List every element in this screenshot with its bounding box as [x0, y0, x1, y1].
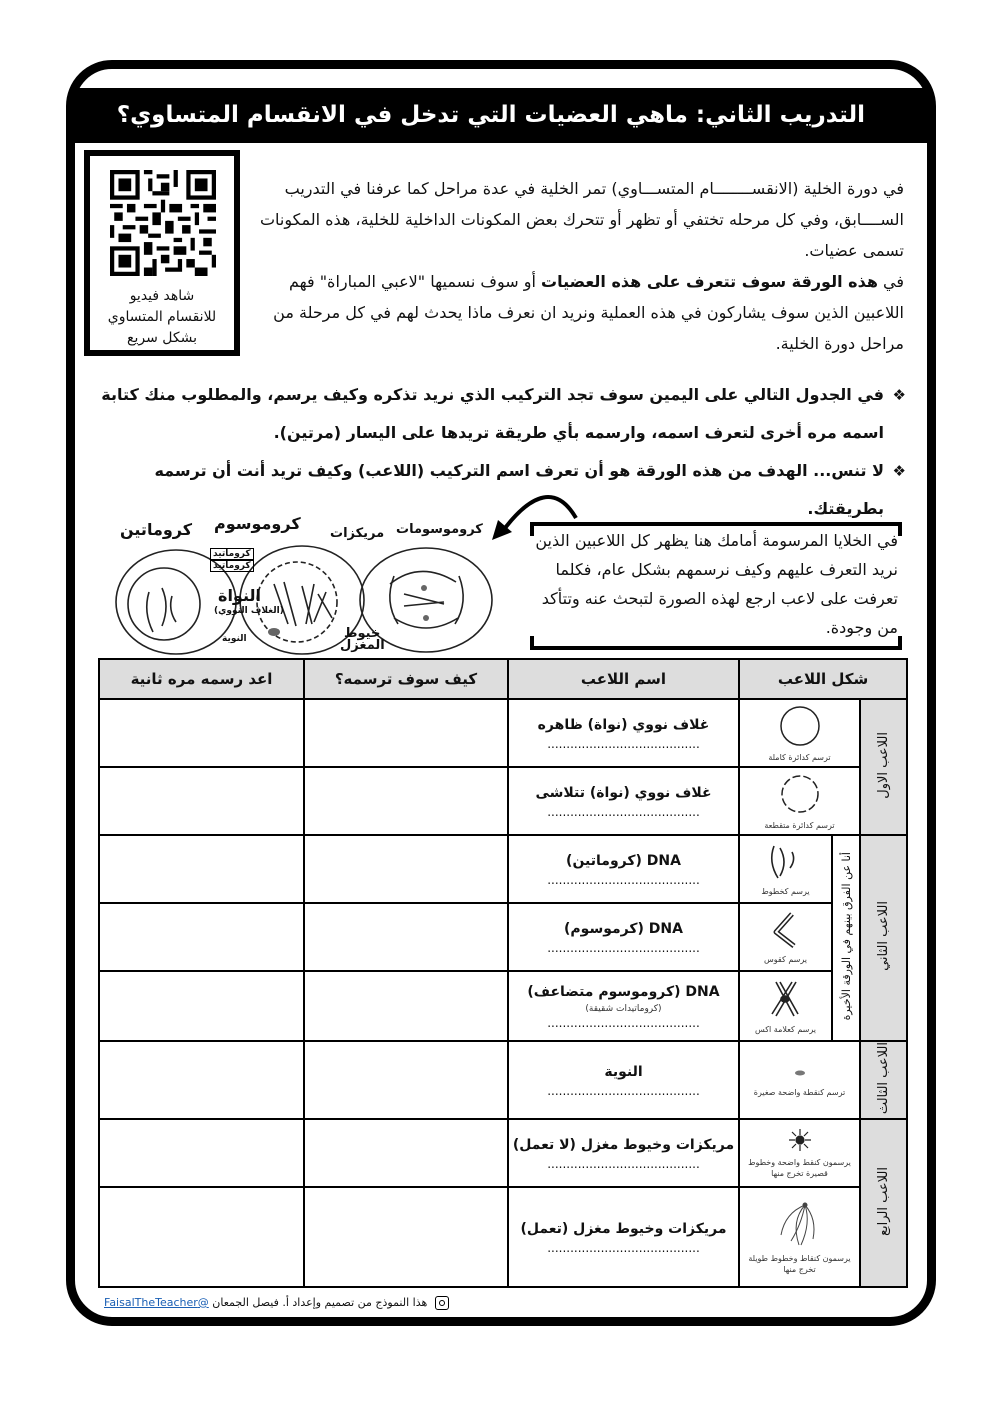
redraw-cell[interactable]: [99, 1119, 304, 1187]
label-centrioles: مريكزات: [330, 526, 385, 541]
lines-icon: [764, 842, 808, 882]
player-3-label: [860, 1041, 907, 1119]
player-4-text: اللاعب الرابع: [876, 1166, 892, 1236]
table-row: [99, 1041, 907, 1119]
arc-icon: [764, 910, 808, 950]
write-line[interactable]: ........................................: [547, 805, 700, 819]
table-row: [99, 1187, 907, 1287]
header-player-shape: شكل اللاعب: [739, 659, 907, 699]
diamond-bullet-icon: ❖: [892, 462, 906, 480]
name-cell: [508, 835, 739, 903]
qr-code-icon[interactable]: [110, 170, 216, 276]
shape-caption: يرسمون كنقاط وخطوط طويلة تخرج منها: [748, 1254, 851, 1275]
name-cell: [508, 903, 739, 971]
shape-caption: يرسم كعلامة اكس: [755, 1024, 817, 1034]
intro-paragraph-2: [246, 266, 904, 359]
header-player-name: اسم اللاعب: [508, 659, 739, 699]
shape-caption: ترسم كنقطة واضحة صغيرة: [753, 1087, 846, 1097]
table-row: [99, 767, 907, 835]
redraw-cell[interactable]: [99, 1041, 304, 1119]
name-cell: [508, 1187, 739, 1287]
shape-cell: [739, 971, 832, 1041]
instruction-item: [96, 376, 906, 452]
player-name: DNA (كروموسوم متضاعف): [527, 984, 720, 1000]
table-header-row: [99, 659, 907, 699]
name-cell: [508, 1041, 739, 1119]
diamond-bullet-icon: ❖: [892, 386, 906, 404]
player-name: DNA (كروماتين): [566, 853, 681, 869]
header-how-draw: كيف سوف ترسمه؟: [304, 659, 508, 699]
footer-credit: هذا النموذج من تصميم وإعداد أ. فيصل الجمعان: [212, 1296, 428, 1309]
player-name: DNA (كرموسوم): [564, 921, 683, 937]
draw-cell[interactable]: [304, 1041, 508, 1119]
table-row: [99, 835, 907, 903]
qr-code-box[interactable]: [84, 150, 240, 356]
player-2-text: اللاعب الثاني: [876, 901, 892, 971]
shape-caption: ترسم كدائرة متقطعة: [764, 820, 835, 830]
table-row: [99, 699, 907, 767]
player-1-text: اللاعب الاول: [876, 731, 892, 799]
table-row: [99, 971, 907, 1041]
draw-cell[interactable]: [304, 903, 508, 971]
shape-caption: يرسم كقوس: [764, 954, 807, 964]
shape-cell: [739, 699, 860, 767]
player-name: غلاف نووي (نواة) ظاهره: [537, 717, 710, 733]
intro-p2-prefix: في: [883, 272, 904, 291]
shape-caption: ترسم كدائرة كاملة: [768, 752, 831, 762]
footer: [104, 1296, 449, 1310]
intro-p2-rest: أو سوف نسميها "لاعبي المباراة" فهم اللاعبين الذين سوف يشاركون في هذه العملية ونريد ان نعرف ماذا يحدث لهم في كل مرحلة من مراحل دورة الخلية.: [273, 272, 904, 353]
table-row: [99, 1119, 907, 1187]
player-name-sub: (كروماتيدات شقيقة): [585, 1004, 662, 1014]
label-nuclear-envelope: (الغلاف النووي): [214, 606, 284, 616]
dot-icon: [785, 1063, 815, 1083]
label-spindle: خيوط: [344, 626, 381, 641]
label-nucleus: النواة: [218, 586, 261, 605]
draw-cell[interactable]: [304, 1119, 508, 1187]
intro-p2-bold: هذه الورقة سوف تتعرف على هذه العضيات: [541, 272, 878, 291]
shape-cell: [739, 767, 860, 835]
draw-cell[interactable]: [304, 1187, 508, 1287]
name-cell: [508, 699, 739, 767]
label-chromatin: كروماتين: [120, 520, 193, 539]
shape-cell: [739, 1119, 860, 1187]
player-2-note-text: أنا عن الفرق بينهم في الورقة الأخيرة: [839, 851, 853, 1021]
full-circle-icon: [778, 704, 822, 748]
table-row: [99, 903, 907, 971]
player-2-note: [832, 835, 860, 1041]
instruction-text: لا تنس... الهدف من هذه الورقة هو أن تعرف اسم التركيب (اللاعب) وكيف تريد أنت أن ترسمه بطريقتك.: [154, 461, 884, 518]
spindle-icon: [775, 1199, 825, 1249]
redraw-cell[interactable]: [99, 971, 304, 1041]
qr-caption-line: بشكل سريع: [127, 330, 197, 346]
callout-text: في الخلايا المرسومة أمامك هنا يظهر كل اللاعبين الذين نريد التعرف عليهم وكيف نرسمهم بشكل عام، فكلما تعرفت على لاعب ارجع لهذه الصورة لتبحث عنه وتتأكد من وجودة.: [535, 531, 898, 637]
intro-text: [246, 173, 904, 359]
qr-caption-line: شاهد فيديو: [129, 288, 195, 304]
shape-caption: يرسم كخطوط: [761, 886, 810, 896]
player-name: مريكزات وخيوط مغزل (تعمل): [520, 1221, 727, 1238]
player-3-text: اللاعب الثالث: [876, 1042, 892, 1115]
label-chromosomes: كروموسومات: [396, 522, 483, 537]
dashed-circle-icon: [778, 772, 822, 816]
player-4-label: [860, 1119, 907, 1287]
player-name: مريكزات وخيوط مغزل (لا تعمل): [512, 1137, 735, 1154]
shape-caption: يرسمون كنقط واضحة وخطوط قصيرة تخرج منها: [748, 1158, 851, 1179]
redraw-cell[interactable]: [99, 1187, 304, 1287]
write-line[interactable]: ........................................: [547, 941, 700, 955]
redraw-cell[interactable]: [99, 699, 304, 767]
shape-cell: [739, 1041, 860, 1119]
label-nucleolus: النوية: [222, 634, 247, 644]
name-cell: [508, 767, 739, 835]
label-chromosome: كروموسوم: [214, 514, 301, 533]
instruction-text: في الجدول التالي على اليمين سوف تجد التركيب الذي نريد تذكره وكيف يرسم، والمطلوب منك كتابة اسمه مره أخرى لتعرف اسمه، وارسمه بأي طريقة تريدها على اليسار (مرتين).: [101, 385, 884, 442]
cell-diagram: [104, 514, 496, 656]
name-cell: [508, 1119, 739, 1187]
players-table: [98, 658, 908, 1288]
write-line[interactable]: ........................................: [547, 737, 700, 751]
player-2-label: [860, 835, 907, 1041]
qr-caption-line: للانقسام المتساوي: [107, 309, 217, 325]
player-name: النوية: [604, 1064, 643, 1081]
header-redraw: اعد رسمه مره ثانية: [99, 659, 304, 699]
redraw-cell[interactable]: [99, 903, 304, 971]
centriole-icon: [782, 1127, 818, 1153]
draw-cell[interactable]: [304, 767, 508, 835]
draw-cell[interactable]: [304, 835, 508, 903]
label-chromatid: كروماتيد: [210, 548, 254, 560]
draw-cell[interactable]: [304, 699, 508, 767]
redraw-cell[interactable]: [99, 767, 304, 835]
write-line[interactable]: ........................................: [547, 1241, 700, 1256]
footer-handle-link[interactable]: @FaisalTheTeacher: [104, 1296, 209, 1309]
label-chromatid: كروماتيد: [210, 560, 254, 572]
qr-caption: [90, 286, 234, 349]
shape-cell: [739, 835, 832, 903]
instagram-icon: [435, 1296, 449, 1310]
redraw-cell[interactable]: [99, 835, 304, 903]
player-1-label: [860, 699, 907, 835]
draw-cell[interactable]: [304, 971, 508, 1041]
label-spindle: المغزل: [340, 638, 385, 653]
write-line[interactable]: ........................................: [547, 1016, 700, 1030]
write-line[interactable]: ........................................: [547, 1157, 700, 1172]
name-cell: [508, 971, 739, 1041]
write-line[interactable]: ........................................: [547, 1084, 700, 1099]
page-title: التدريب الثاني: ماهي العضيات التي تدخل في الانقسام المتساوي؟: [75, 88, 927, 143]
player-name: غلاف نووي (نواة) تتلاشى: [535, 785, 712, 801]
intro-paragraph-1: في دورة الخلية (الانقســــــــام المتســـاوي) تمر الخلية في عدة مراحل كما عرفنا في التدريب الســــابق، وفي كل مرحله تختفي أو تظهر أو تتحرك بعض المكونات الداخلية للخلية، هذه المكونات تسمى عضيات.: [259, 179, 904, 260]
shape-cell: [739, 903, 832, 971]
write-line[interactable]: ........................................: [547, 873, 700, 887]
shape-cell: [739, 1187, 860, 1287]
x-chromosome-icon: [764, 978, 808, 1020]
